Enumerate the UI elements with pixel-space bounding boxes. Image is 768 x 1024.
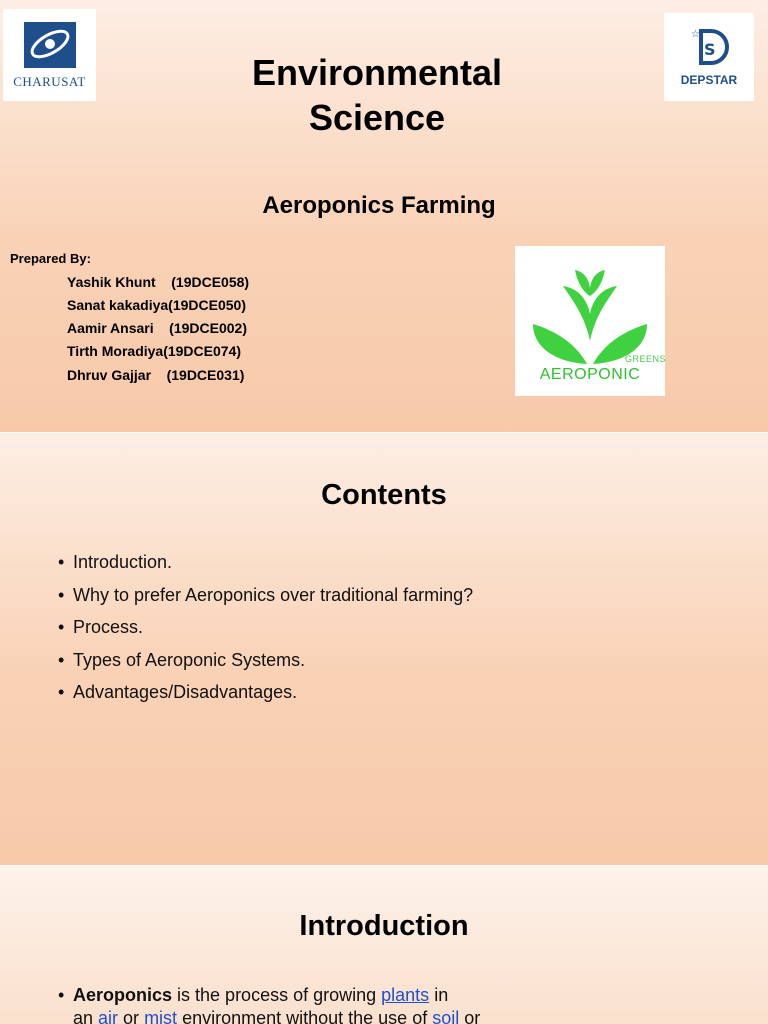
- member-4: Tirth Moradiya(19DCE074): [67, 343, 242, 359]
- intro-text-2: in: [429, 985, 449, 1005]
- link-mist[interactable]: mist: [144, 1008, 178, 1024]
- list-item: • Advantages/Disadvantages.: [58, 679, 473, 712]
- svg-text:☆: ☆: [691, 29, 700, 40]
- intro-text-3: an: [73, 1008, 99, 1024]
- charusat-logo: [3, 9, 96, 101]
- svg-text:S: S: [704, 40, 716, 59]
- subtitle: Aeroponics Farming: [262, 192, 496, 219]
- list-item: • Process.: [58, 614, 473, 647]
- member-3: Aamir Ansari (19DCE002): [67, 320, 247, 336]
- aeroponic-logo: [515, 246, 665, 396]
- depstar-emblem-icon: [689, 27, 729, 71]
- introduction-heading: Introduction: [299, 910, 469, 942]
- term-aeroponics: Aeroponics: [73, 985, 173, 1005]
- member-2: Sanat kakadiya(19DCE050): [67, 297, 246, 313]
- contents-heading: Contents: [321, 479, 447, 511]
- introduction-paragraph: [58, 984, 578, 1024]
- aeroponic-wordmark: AEROPONIC: [539, 366, 641, 383]
- depstar-wordmark: DEPSTAR: [680, 73, 738, 87]
- bullet-marker: •: [58, 985, 65, 1005]
- contents-slide: [0, 433, 768, 865]
- link-plants[interactable]: plants: [381, 985, 430, 1005]
- depstar-logo: [664, 13, 754, 101]
- list-item: • Introduction.: [58, 549, 473, 582]
- intro-text-5: environment without the use of: [177, 1008, 433, 1024]
- member-1: Yashik Khunt (19DCE058): [67, 274, 250, 290]
- member-5: Dhruv Gajjar (19DCE031): [67, 367, 245, 383]
- list-item: • Types of Aeroponic Systems.: [58, 647, 473, 680]
- charusat-wordmark: CHARUSAT: [13, 74, 86, 89]
- greens-label: GREENS: [625, 354, 667, 364]
- page-title: [192, 50, 562, 140]
- title-line-2: Science: [308, 97, 446, 138]
- intro-text-4: or: [118, 1008, 145, 1024]
- contents-list: [58, 549, 473, 712]
- title-line-1: Environmental: [251, 52, 503, 93]
- prepared-by-label: Prepared By:: [10, 251, 91, 266]
- list-item: • Why to prefer Aeroponics over traditional farming?: [58, 582, 473, 615]
- intro-text-6: or: [459, 1008, 481, 1024]
- charusat-emblem-icon: [20, 20, 80, 72]
- introduction-slide: [0, 866, 768, 1024]
- title-slide: [0, 0, 768, 432]
- link-soil[interactable]: soil: [432, 1008, 460, 1024]
- link-air[interactable]: air: [98, 1008, 119, 1024]
- intro-text-1: is the process of growing: [172, 985, 382, 1005]
